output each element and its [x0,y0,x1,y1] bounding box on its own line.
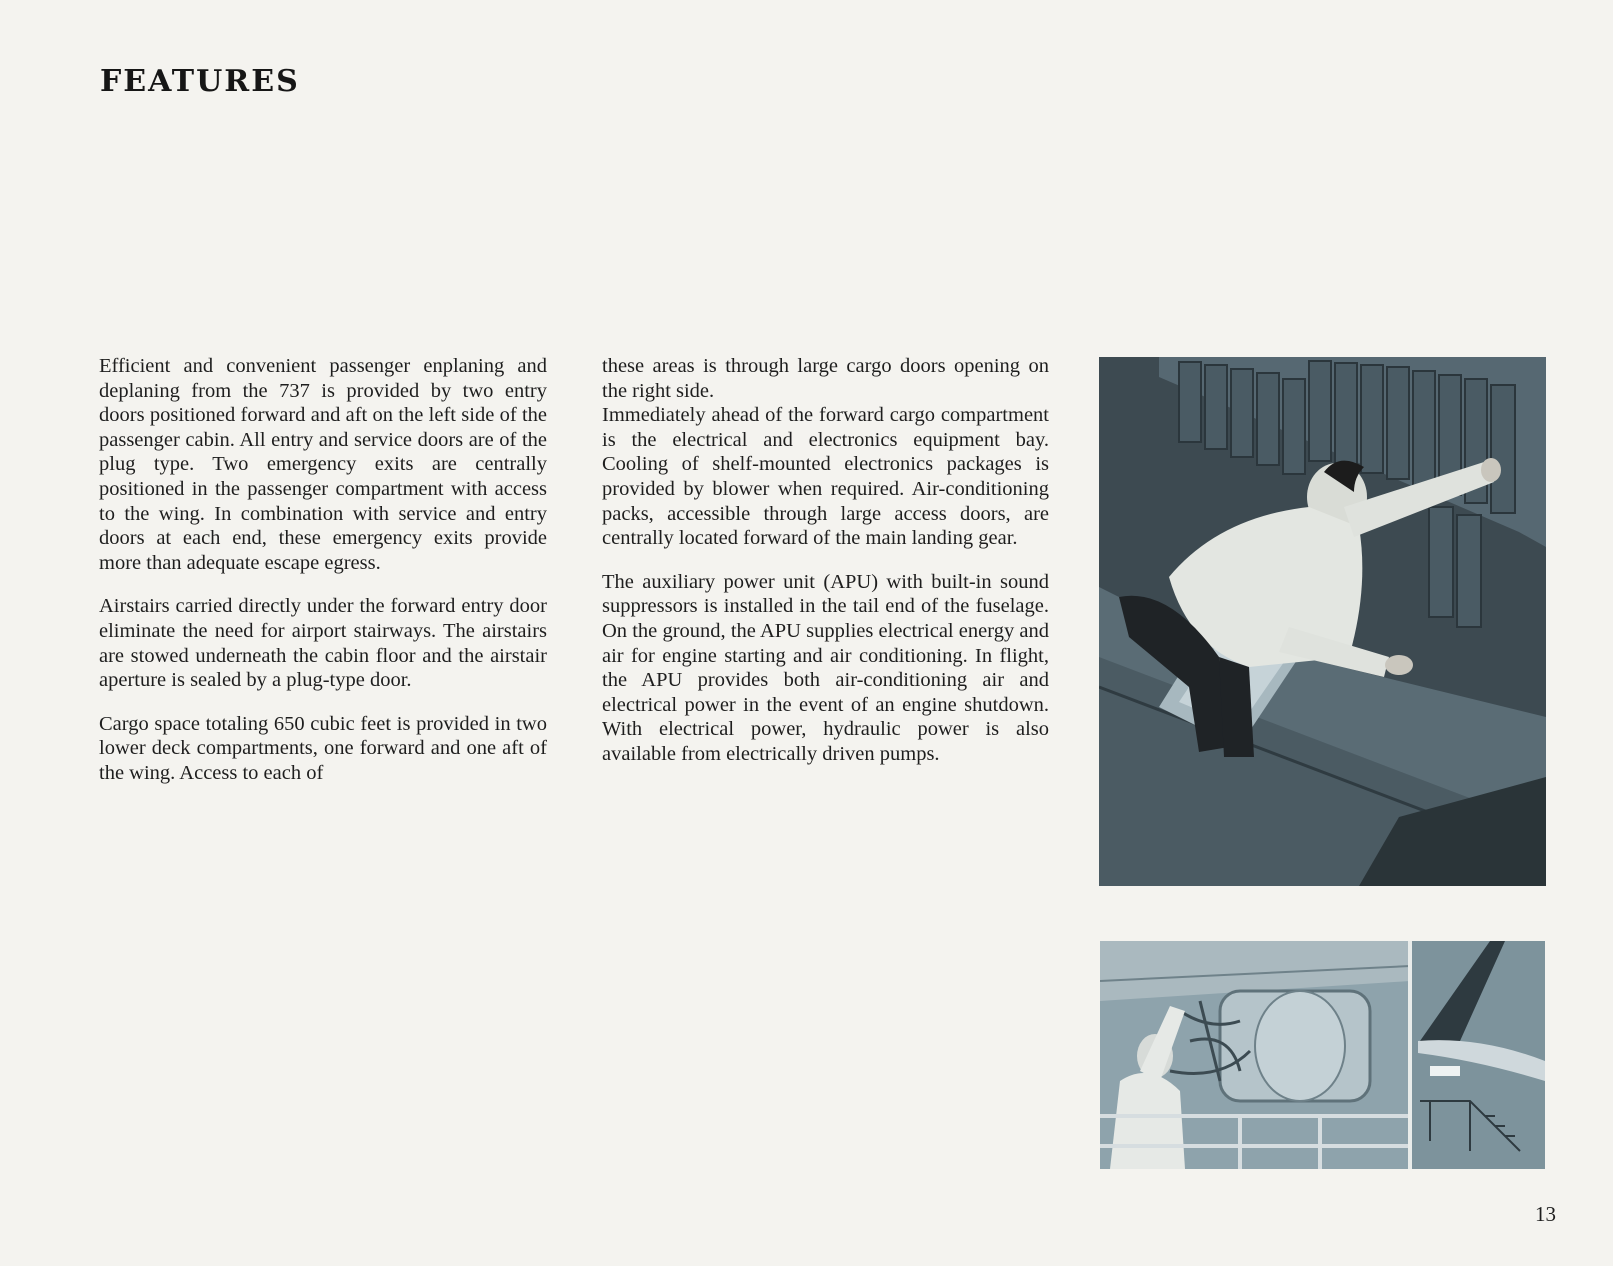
apu-illustration [1100,941,1545,1169]
paragraph-cargo-doors: these areas is through large cargo doors opening on the right side. [602,355,1049,402]
electronics-bay-illustration [1099,357,1546,886]
page-number: 13 [1535,1202,1556,1226]
text-column-left [99,354,547,786]
paragraph-entry-doors: Efficient and convenient passenger enplaning and deplaning from the 737 is provided by two entry doors positioned forward and aft on the left side of the passenger cabin. All entry and service doors are of the plug type. Two emergency exits are centrally positioned in the passenger compartment with access to the wing. In combination with service and entry doors at each end, these emergency exits provide more than adequate escape egress. [99,355,547,574]
paragraph-electronics-bay: Immediately ahead of the forward cargo compartment is the electrical and electronics equipment bay. Cooling of shelf-mounted electronics packages is provided by blower when required. Air-conditioning packs, accessible through large access doors, are centrally located forward of the main landing gear. [602,404,1049,550]
paragraph-cargo-space: Cargo space totaling 650 cubic feet is provided in two lower deck compartments, one forward and one aft of the wing. Access to each of [99,712,547,784]
paragraph-airstairs: Airstairs carried directly under the forward entry door eliminate the need for airport stairways. The airstairs are stowed underneath the cabin floor and the airstair aperture is sealed by a plug-type door. [99,595,547,692]
paragraph-apu: The auxiliary power unit (APU) with built-in sound suppressors is installed in the tail end of the fuselage. On the ground, the APU supplies electrical energy and air for engine starting and air conditioning. In flight, the APU provides both air-conditioning air and electrical power in the event of an engine shutdown. With electrical power, hydraulic power is also available from electrically driven pumps. [602,570,1049,765]
text-column-right [602,354,1049,767]
page-title: FEATURES [100,64,300,99]
